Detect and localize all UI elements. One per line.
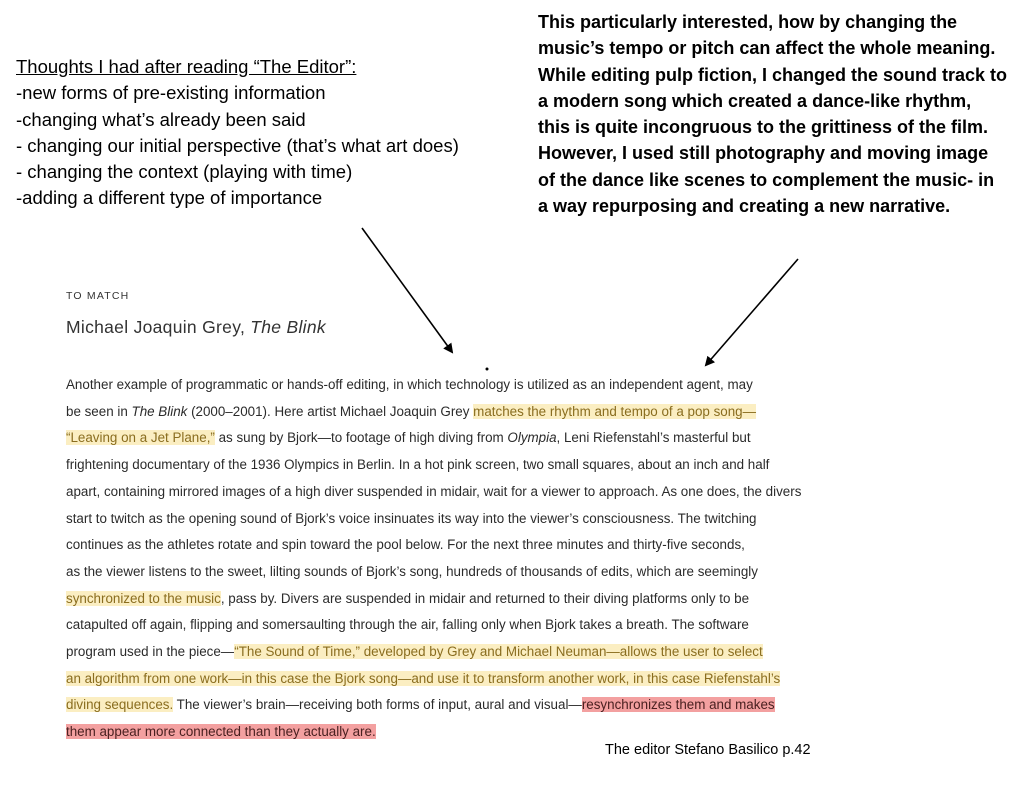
notes-title: Thoughts I had after reading “The Editor”:	[16, 56, 357, 77]
scan-dot	[486, 368, 489, 371]
highlight-yellow: “The Sound of Time,” developed by Grey and Michael Neuman—allows the user to select	[234, 644, 763, 660]
text-line: continues as the athletes rotate and spin toward the pool below. For the next three minutes and thirty-five seconds,	[66, 537, 745, 553]
text-line: Another example of programmatic or hands-off editing, in which technology is utilized as an independent agent, may	[66, 377, 753, 392]
text-line: catapulted off again, flipping and somersaulting through the air, falling only when Bjork takes a breath. The software	[66, 617, 749, 633]
heading-work-title: The Blink	[250, 317, 326, 337]
highlight-yellow: matches the rhythm and tempo of a pop song	[473, 403, 743, 419]
excerpt-body	[66, 372, 856, 746]
reflection-paragraph: However, I used still photography and moving image of the dance like scenes to complement the music- in a way repurposing and creating a new narrative.	[538, 143, 995, 217]
note-item: -changing what’s already been said	[16, 108, 306, 130]
text-span: (2000–2001). Here artist Michael Joaquin Grey	[187, 403, 474, 419]
highlight-red: them appear more connected than they actually are.	[66, 724, 376, 740]
highlight-yellow: —	[742, 403, 757, 419]
note-item: -adding a different type of importance	[16, 187, 323, 209]
work-title: The Blink	[131, 403, 188, 419]
text-span: , pass by. Divers are suspended in midair and returned to their diving platforms only to be	[220, 590, 750, 606]
excerpt-heading	[66, 317, 326, 338]
text-span: program used in the piece—	[66, 644, 235, 660]
text-line: as the viewer listens to the sweet, lilting sounds of Bjork’s song, hundreds of thousands of edits, which are seemingly	[66, 563, 758, 579]
citation: The editor Stefano Basilico p.42	[605, 742, 811, 758]
work-title: Olympia	[507, 430, 557, 446]
text-span: as sung by Bjork—to footage of high diving from	[214, 430, 508, 446]
note-item: - changing our initial perspective (that’s what art does)	[16, 134, 459, 156]
heading-author: Michael Joaquin Grey,	[66, 317, 251, 337]
right-arrow	[706, 259, 798, 365]
text-line	[66, 639, 856, 666]
text-line	[66, 666, 856, 693]
reflection-paragraph: This particularly interested, how by changing the music’s tempo or pitch can affect the whole meaning. While editing pulp fiction, I changed the sound track to a modern song which created a dance-like rhythm, this is quite incongruous to the grittiness of the film.	[538, 12, 1008, 138]
text-span: The viewer’s brain—receiving both forms of input, aural and visual—	[173, 697, 582, 713]
text-line: apart, containing mirrored images of a high diver suspended in midair, wait for a viewer to approach. As one does, the divers	[66, 483, 802, 499]
text-line	[66, 692, 856, 719]
note-item: -new forms of pre-existing information	[16, 82, 326, 104]
text-span: , Leni Riefenstahl’s masterful but	[556, 430, 751, 446]
highlight-yellow: diving sequences.	[66, 697, 174, 713]
left-arrow	[362, 228, 452, 352]
text-line	[66, 399, 856, 426]
highlight-yellow: an algorithm from one work—in this case the Bjork song—and use it to transform another work, in this case Riefenstahl’s	[66, 670, 781, 686]
highlight-red: resynchronizes them and makes	[581, 697, 775, 713]
text-span: be seen in	[66, 403, 132, 419]
text-line: start to twitch as the opening sound of Bjork’s voice insinuates its way into the viewer’s consciousness. The twitching	[66, 510, 757, 526]
highlight-yellow: “Leaving on a Jet Plane,”	[66, 430, 215, 446]
highlight-yellow: synchronized to the music	[66, 590, 221, 606]
section-label: TO MATCH	[66, 290, 130, 302]
text-line	[66, 425, 856, 452]
text-line	[66, 586, 856, 613]
note-item: - changing the context (playing with time)	[16, 161, 353, 183]
text-line: frightening documentary of the 1936 Olympics in Berlin. In a hot pink screen, two small squares, about an inch and half	[66, 457, 770, 473]
